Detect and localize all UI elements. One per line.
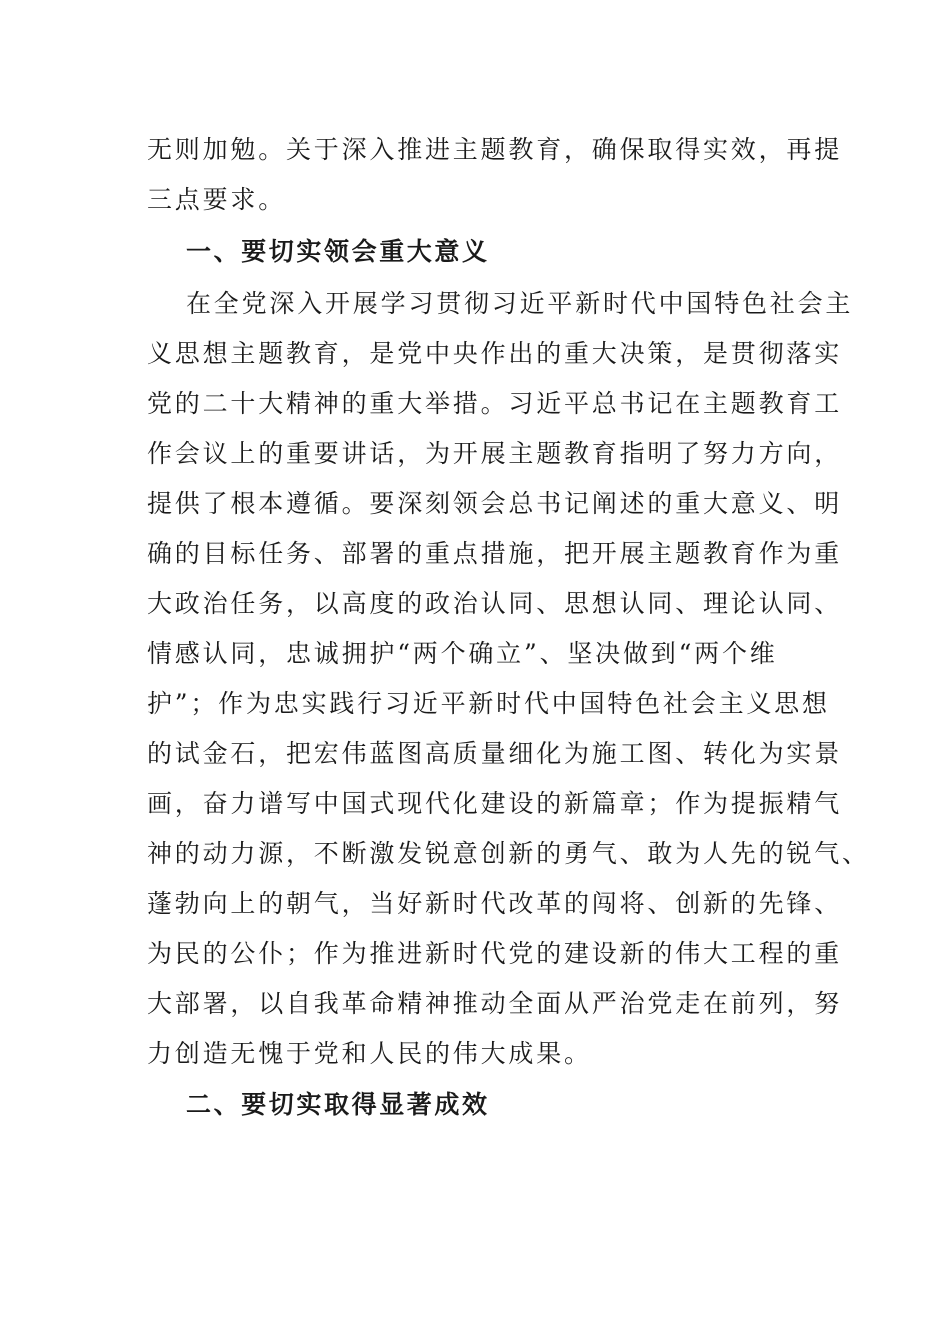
paragraph-line: 党的二十大精神的重大举措。习近平总书记在主题教育工 [147, 389, 843, 418]
paragraph-line: 大政治任务，以高度的政治认同、思想认同、理论认同、 [147, 589, 843, 618]
paragraph-line: 无则加勉。关于深入推进主题教育，确保取得实效，再提 [147, 135, 843, 164]
paragraph-line: 神的动力源，不断激发锐意创新的勇气、敢为人先的锐气、 [147, 839, 870, 868]
paragraph-line: 在全党深入开展学习贯彻习近平新时代中国特色社会主 [186, 289, 854, 318]
paragraph-line: 画，奋力谱写中国式现代化建设的新篇章；作为提振精气 [147, 789, 843, 818]
paragraph-line: 护”；作为忠实践行习近平新时代中国特色社会主义思想 [147, 689, 830, 718]
paragraph-line: 提供了根本遵循。要深刻领会总书记阐述的重大意义、明 [147, 489, 843, 518]
paragraph-line: 确的目标任务、部署的重点措施，把开展主题教育作为重 [147, 539, 843, 568]
paragraph-line: 力创造无愧于党和人民的伟大成果。 [147, 1039, 592, 1068]
paragraph-line: 三点要求。 [147, 185, 287, 214]
paragraph-line: 情感认同，忠诚拥护“两个确立”、坚决做到“两个维 [147, 639, 778, 668]
paragraph-line: 大部署，以自我革命精神推动全面从严治党走在前列，努 [147, 989, 843, 1018]
paragraph-line: 义思想主题教育，是党中央作出的重大决策，是贯彻落实 [147, 339, 843, 368]
paragraph-line: 为民的公仆；作为推进新时代党的建设新的伟大工程的重 [147, 939, 843, 968]
paragraph-line: 作会议上的重要讲话，为开展主题教育指明了努力方向， [147, 439, 843, 468]
paragraph-line: 的试金石，把宏伟蓝图高质量细化为施工图、转化为实景 [147, 739, 843, 768]
paragraph-line: 蓬勃向上的朝气，当好新时代改革的闯将、创新的先锋、 [147, 889, 843, 918]
section-heading-2: 二、要切实取得显著成效 [186, 1090, 490, 1119]
section-heading-1: 一、要切实领会重大意义 [186, 237, 490, 266]
